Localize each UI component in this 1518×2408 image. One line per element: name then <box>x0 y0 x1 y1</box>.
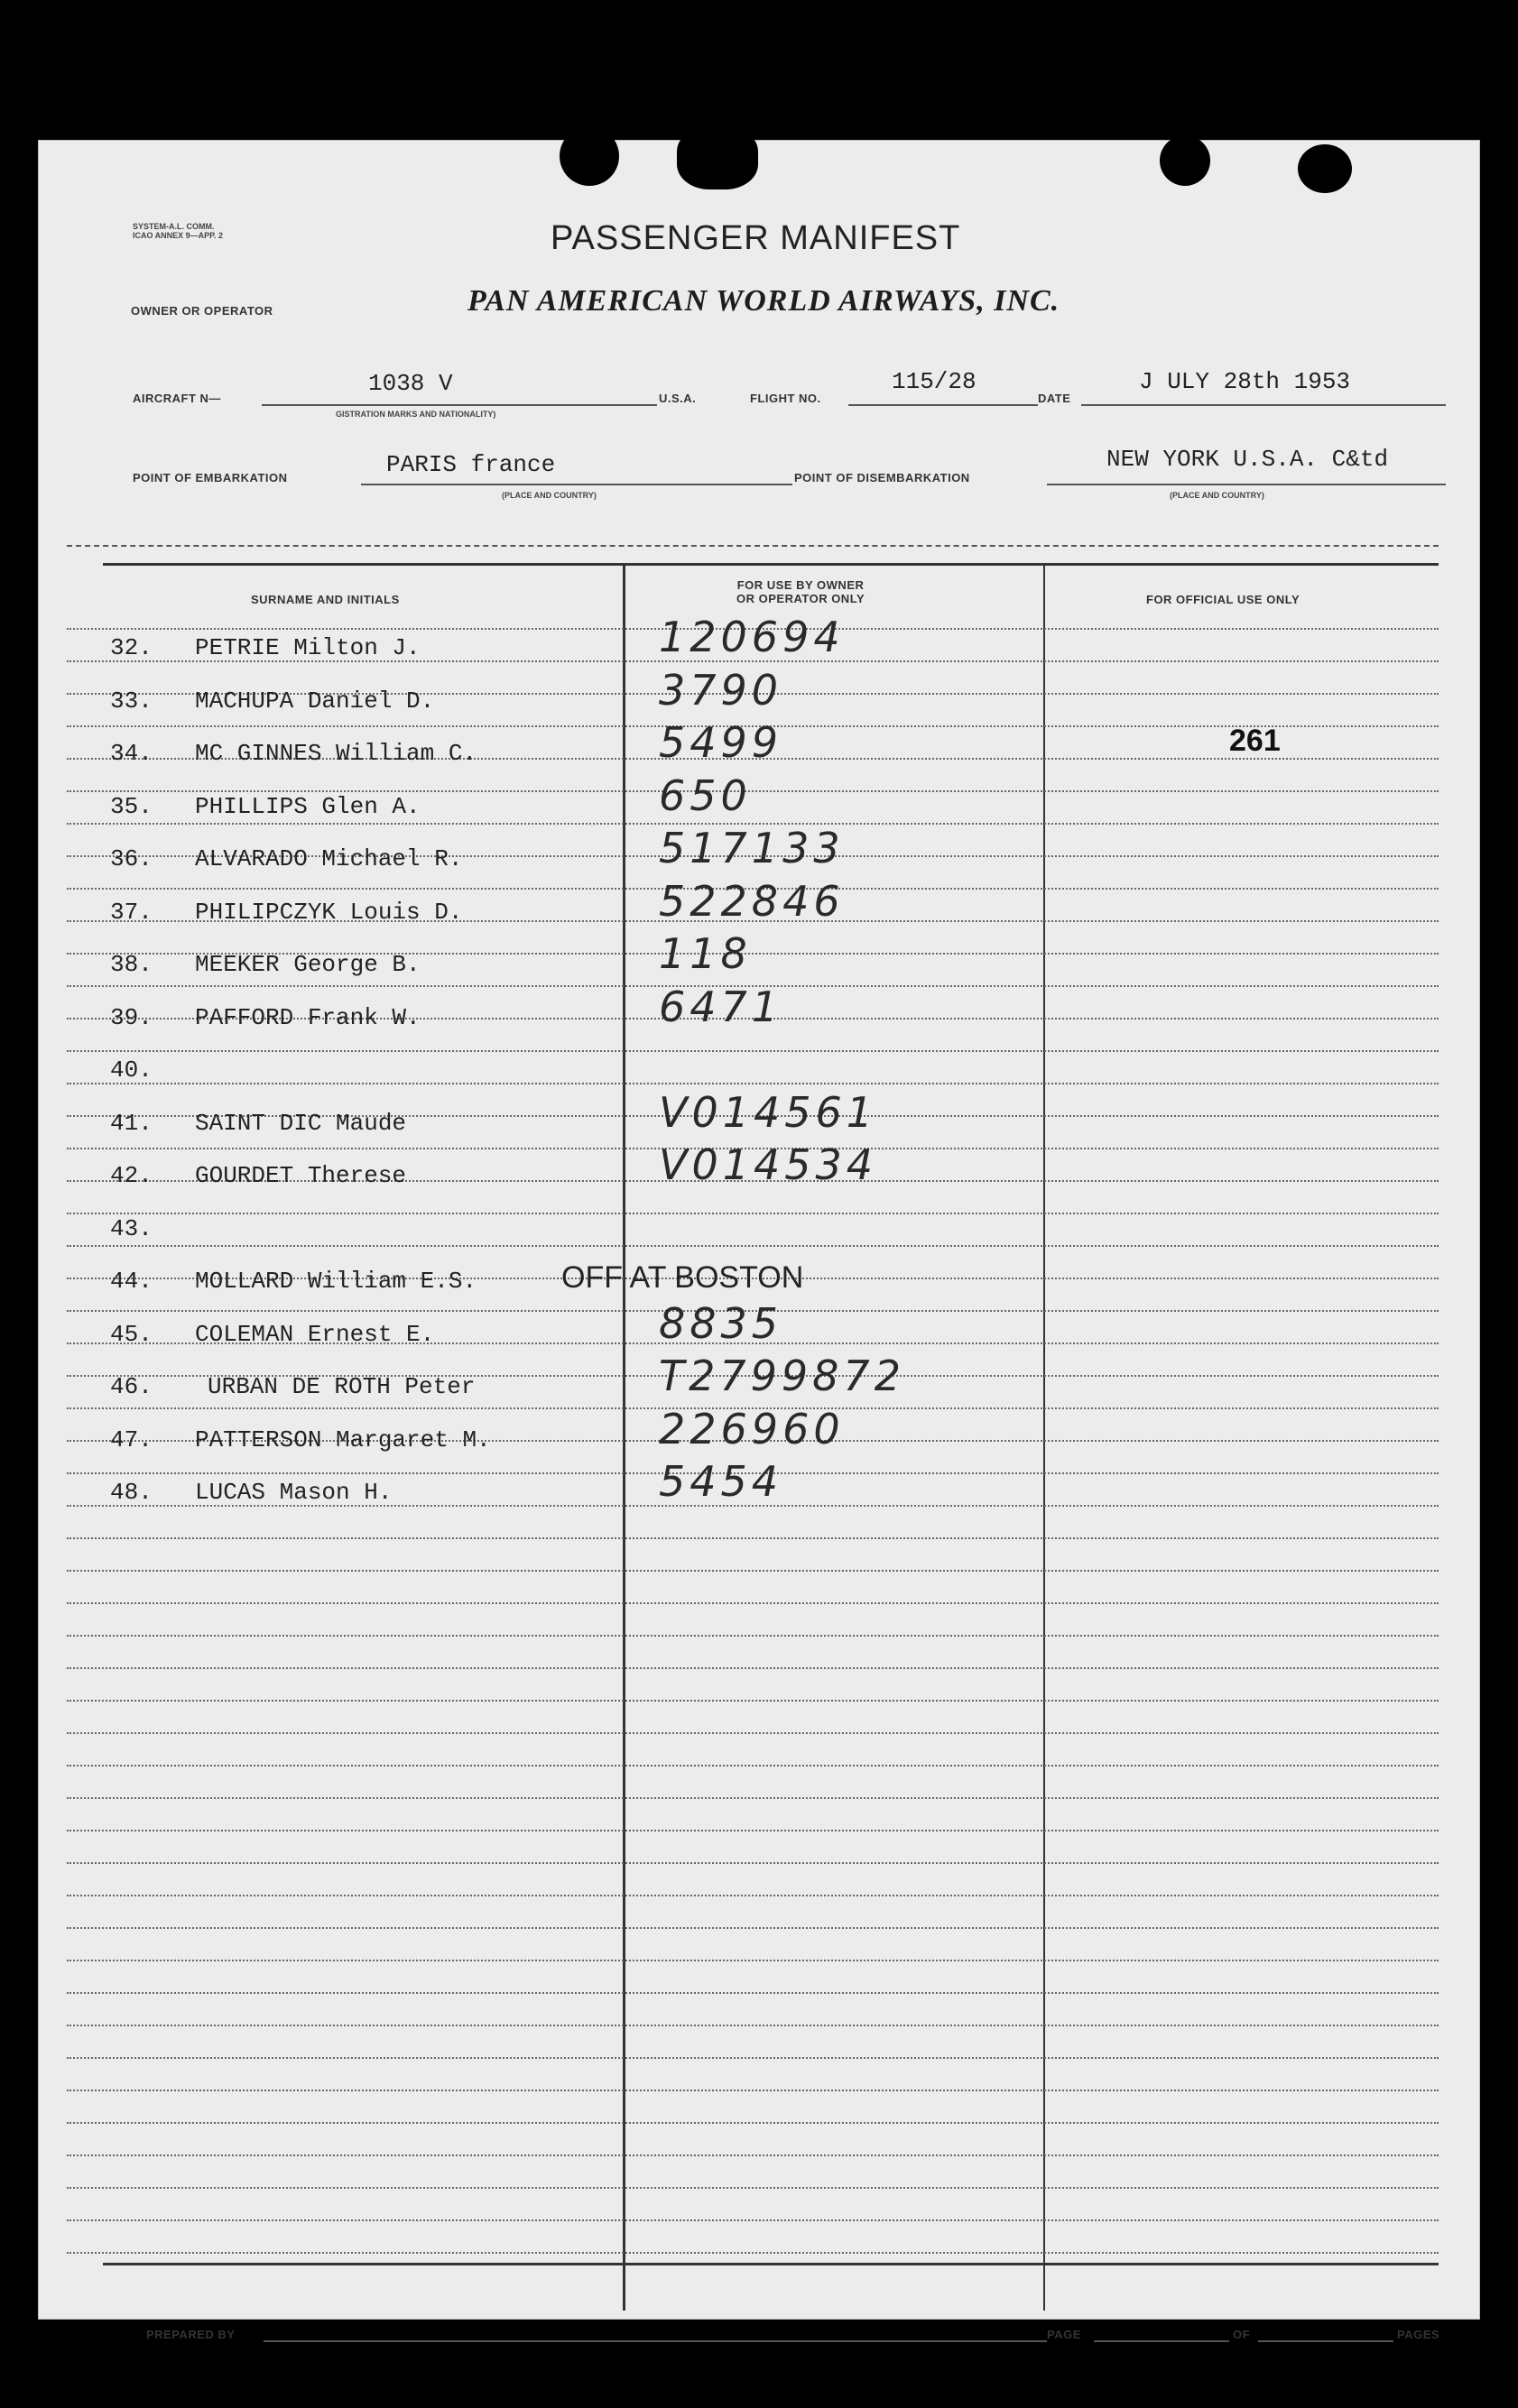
row-rule <box>67 2154 1439 2156</box>
row-rule <box>67 1570 1439 1572</box>
column-header-owner: FOR USE BY OWNER OR OPERATOR ONLY <box>736 578 865 605</box>
flight-label: FLIGHT NO. <box>750 392 821 405</box>
row-rule <box>67 1732 1439 1734</box>
row-number: 45. <box>110 1320 153 1348</box>
owner-note: 517133 <box>659 824 845 872</box>
aircraft-value: 1038 V <box>368 370 453 397</box>
row-number: 43. <box>110 1214 153 1242</box>
page-title: PASSENGER MANIFEST <box>551 219 961 257</box>
operator-name: PAN AMERICAN WORLD AIRWAYS, INC. <box>467 284 1060 318</box>
owner-note: 226960 <box>659 1404 845 1453</box>
owner-note: V014561 <box>659 1087 878 1137</box>
row-rule <box>67 1667 1439 1669</box>
passenger-name: PETRIE Milton J. <box>195 634 421 661</box>
header-rule <box>67 545 1439 547</box>
punch-hole <box>1160 135 1210 186</box>
row-rule <box>67 2219 1439 2221</box>
embarkation-value: PARIS france <box>386 451 556 478</box>
passenger-name: SAINT DIC Maude <box>195 1109 407 1137</box>
disembark-stamp: OFF AT BOSTON <box>561 1260 804 1295</box>
owner-note: 650 <box>659 770 752 820</box>
row-rule <box>67 1960 1439 1961</box>
row-rule <box>67 1700 1439 1702</box>
row-number: 33. <box>110 687 153 715</box>
row-number: 41. <box>110 1109 153 1137</box>
owner-label: OWNER OR OPERATOR <box>131 304 273 318</box>
column-header-surname: SURNAME AND INITIALS <box>251 593 400 606</box>
row-number: 48. <box>110 1479 153 1506</box>
row-rule <box>67 1862 1439 1864</box>
passenger-name: URBAN DE ROTH Peter <box>208 1373 476 1400</box>
passenger-name: MC GINNES William C. <box>195 740 477 767</box>
row-rule <box>67 1602 1439 1604</box>
row-rule <box>67 1245 1439 1247</box>
usa-label: U.S.A. <box>659 392 697 405</box>
date-label: DATE <box>1038 392 1071 405</box>
passenger-name: MOLLARD William E.S. <box>195 1268 477 1295</box>
punch-hole <box>560 126 619 186</box>
owner-note: 5499 <box>659 718 783 767</box>
flight-number: 115/28 <box>892 368 977 395</box>
aircraft-label: AIRCRAFT N— <box>133 392 221 405</box>
row-rule <box>67 1797 1439 1799</box>
column-divider <box>623 565 625 2311</box>
row-rule <box>67 1635 1439 1637</box>
punch-hole <box>1298 144 1352 193</box>
passenger-name: LUCAS Mason H. <box>195 1479 393 1506</box>
owner-note: V014534 <box>659 1140 878 1189</box>
page-label: PAGE <box>1047 2328 1081 2341</box>
row-rule <box>67 1050 1439 1052</box>
owner-note: 120694 <box>659 613 845 661</box>
row-number: 40. <box>110 1056 153 1084</box>
disembarkation-label: POINT OF DISEMBARKATION <box>794 471 970 484</box>
owner-note: 6471 <box>659 982 783 1031</box>
row-rule <box>67 1895 1439 1896</box>
row-number: 44. <box>110 1268 153 1295</box>
owner-note: T2799872 <box>659 1352 905 1400</box>
row-number: 32. <box>110 634 153 661</box>
passenger-name: ALVARADO Michael R. <box>195 845 463 872</box>
of-label: OF <box>1233 2328 1251 2341</box>
row-rule <box>67 1765 1439 1767</box>
row-rule <box>67 1537 1439 1539</box>
row-rule <box>67 2025 1439 2026</box>
row-number: 42. <box>110 1162 153 1189</box>
passenger-name: PHILIPCZYK Louis D. <box>195 898 463 926</box>
embarkation-label: POINT OF EMBARKATION <box>133 471 288 484</box>
column-divider <box>1043 565 1045 2311</box>
passenger-name: COLEMAN Ernest E. <box>195 1320 435 1348</box>
owner-note: 5454 <box>659 1457 783 1506</box>
row-rule <box>67 1992 1439 1994</box>
passenger-name: MEEKER George B. <box>195 951 421 978</box>
pages-label: PAGES <box>1397 2328 1440 2341</box>
prepared-by-label: PREPARED BY <box>146 2328 236 2341</box>
disembarkation-sublabel: (PLACE AND COUNTRY) <box>1170 491 1264 500</box>
table-bottom-rule <box>103 2263 1439 2265</box>
owner-note: 118 <box>659 929 752 978</box>
row-number: 46. <box>110 1373 153 1400</box>
passenger-name: PAFFORD Frank W. <box>195 1003 421 1031</box>
row-rule <box>67 2090 1439 2091</box>
row-number: 35. <box>110 792 153 820</box>
owner-note: 522846 <box>659 876 845 926</box>
row-rule <box>67 2057 1439 2059</box>
passenger-name: GOURDET Therese <box>195 1162 407 1189</box>
owner-note: 3790 <box>659 665 783 715</box>
row-rule <box>67 1927 1439 1929</box>
row-rule <box>67 2187 1439 2189</box>
row-number: 37. <box>110 898 153 926</box>
row-rule <box>67 1083 1439 1084</box>
disembarkation-value: NEW YORK U.S.A. C&td <box>1106 446 1389 473</box>
row-rule <box>67 2122 1439 2124</box>
aircraft-sublabel: GISTRATION MARKS AND NATIONALITY) <box>336 410 496 419</box>
table-top-rule <box>103 563 1439 566</box>
row-number: 39. <box>110 1003 153 1031</box>
row-rule <box>67 1213 1439 1214</box>
passenger-name: MACHUPA Daniel D. <box>195 687 435 715</box>
row-rule <box>67 1830 1439 1831</box>
row-number: 36. <box>110 845 153 872</box>
column-header-official: FOR OFFICIAL USE ONLY <box>1146 593 1300 606</box>
system-reference: SYSTEM-A.L. COMM. ICAO ANNEX 9—APP. 2 <box>133 222 224 240</box>
row-number: 38. <box>110 951 153 978</box>
passenger-name: PHILLIPS Glen A. <box>195 792 421 820</box>
official-number: 261 <box>1229 724 1281 758</box>
punch-hole <box>677 126 758 189</box>
date-value: J ULY 28th 1953 <box>1139 368 1351 395</box>
passenger-name: PATTERSON Margaret M. <box>195 1425 491 1453</box>
row-number: 47. <box>110 1425 153 1453</box>
row-number: 34. <box>110 740 153 767</box>
row-rule <box>67 2252 1439 2254</box>
owner-note: 8835 <box>659 1298 783 1348</box>
embarkation-sublabel: (PLACE AND COUNTRY) <box>502 491 597 500</box>
